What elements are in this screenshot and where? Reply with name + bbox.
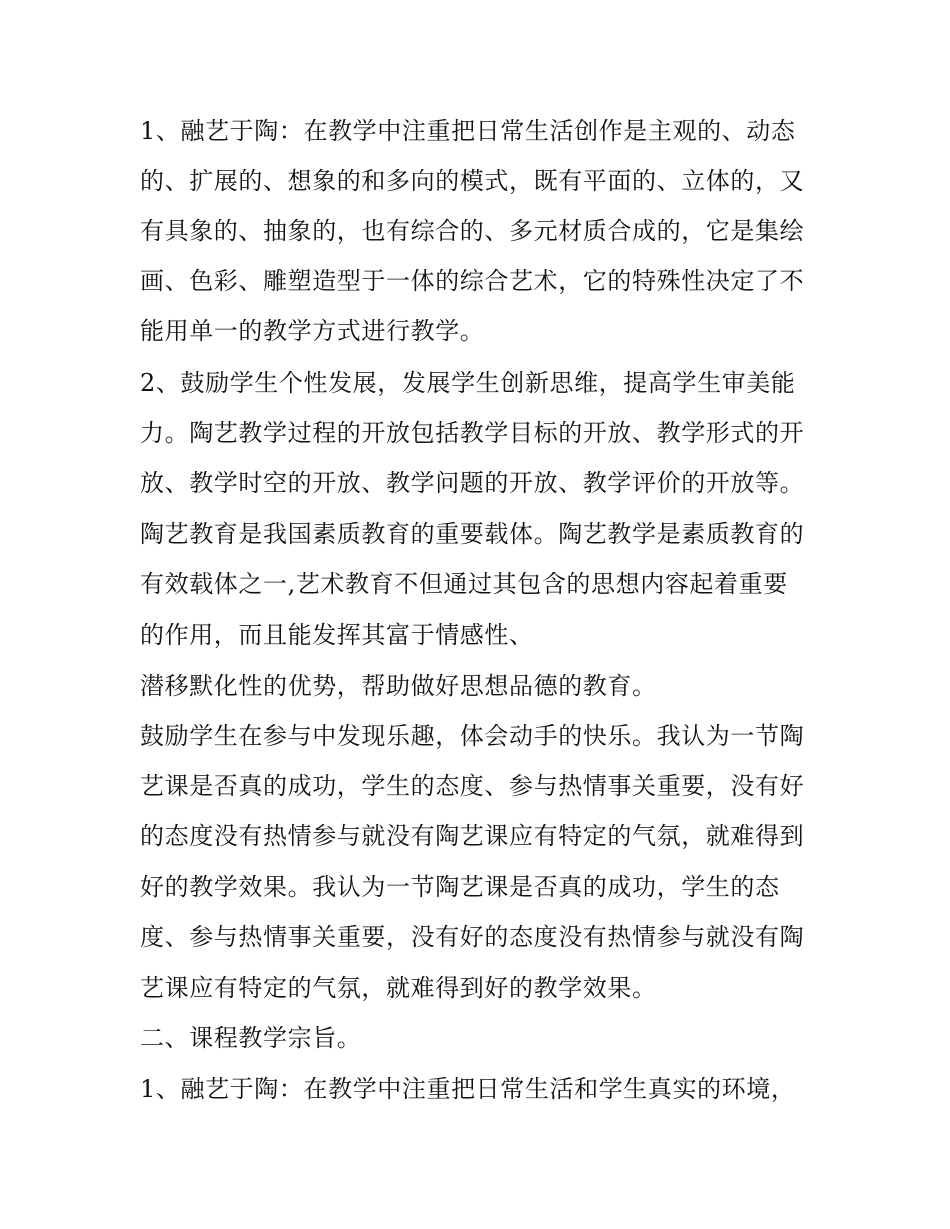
- text-line: 1、融艺于陶：在教学中注重把日常生活创作是主观的、动态: [140, 117, 796, 145]
- text-line: 艺课应有特定的气氛，就难得到好的教学效果。: [140, 974, 657, 1002]
- text-line: 艺课是否真的成功，学生的态度、参与热情事关重要，没有好: [140, 772, 805, 800]
- text-line: 力。陶艺教学过程的开放包括教学目标的开放、教学形式的开: [140, 419, 805, 447]
- text-line: 2、鼓励学生个性发展，发展学生创新思维，提高学生审美能: [140, 369, 796, 397]
- text-line: 放、教学时空的开放、教学问题的开放、教学评价的开放等。: [140, 469, 805, 497]
- text-line: 的作用，而且能发挥其富于情感性、: [140, 621, 534, 649]
- text-line: 能用单一的教学方式进行教学。: [140, 317, 485, 345]
- text-line: 的、扩展的、想象的和多向的模式，既有平面的、立体的，又: [140, 167, 805, 195]
- text-line: 有效载体之一,艺术教育不但通过其包含的思想内容起着重要: [140, 570, 788, 598]
- text-line: 潜移默化性的优势，帮助做好思想品德的教育。: [140, 672, 657, 700]
- text-line: 好的教学效果。我认为一节陶艺课是否真的成功，学生的态: [140, 873, 780, 901]
- text-line: 陶艺教育是我国素质教育的重要载体。陶艺教学是素质教育的: [140, 520, 805, 548]
- text-line: 的态度没有热情参与就没有陶艺课应有特定的气氛，就难得到: [140, 822, 805, 850]
- text-line: 画、色彩、雕塑造型于一体的综合艺术，它的特殊性决定了不: [140, 267, 805, 295]
- section-heading: 二、课程教学宗旨。: [140, 1024, 362, 1052]
- text-line: 鼓励学生在参与中发现乐趣，体会动手的快乐。我认为一节陶: [140, 722, 805, 750]
- text-line: 有具象的、抽象的，也有综合的、多元材质合成的，它是集绘: [140, 217, 805, 245]
- text-line: 度、参与热情事关重要，没有好的态度没有热情参与就没有陶: [140, 923, 805, 951]
- text-line: 1、融艺于陶：在教学中注重把日常生活和学生真实的环境，: [140, 1075, 796, 1103]
